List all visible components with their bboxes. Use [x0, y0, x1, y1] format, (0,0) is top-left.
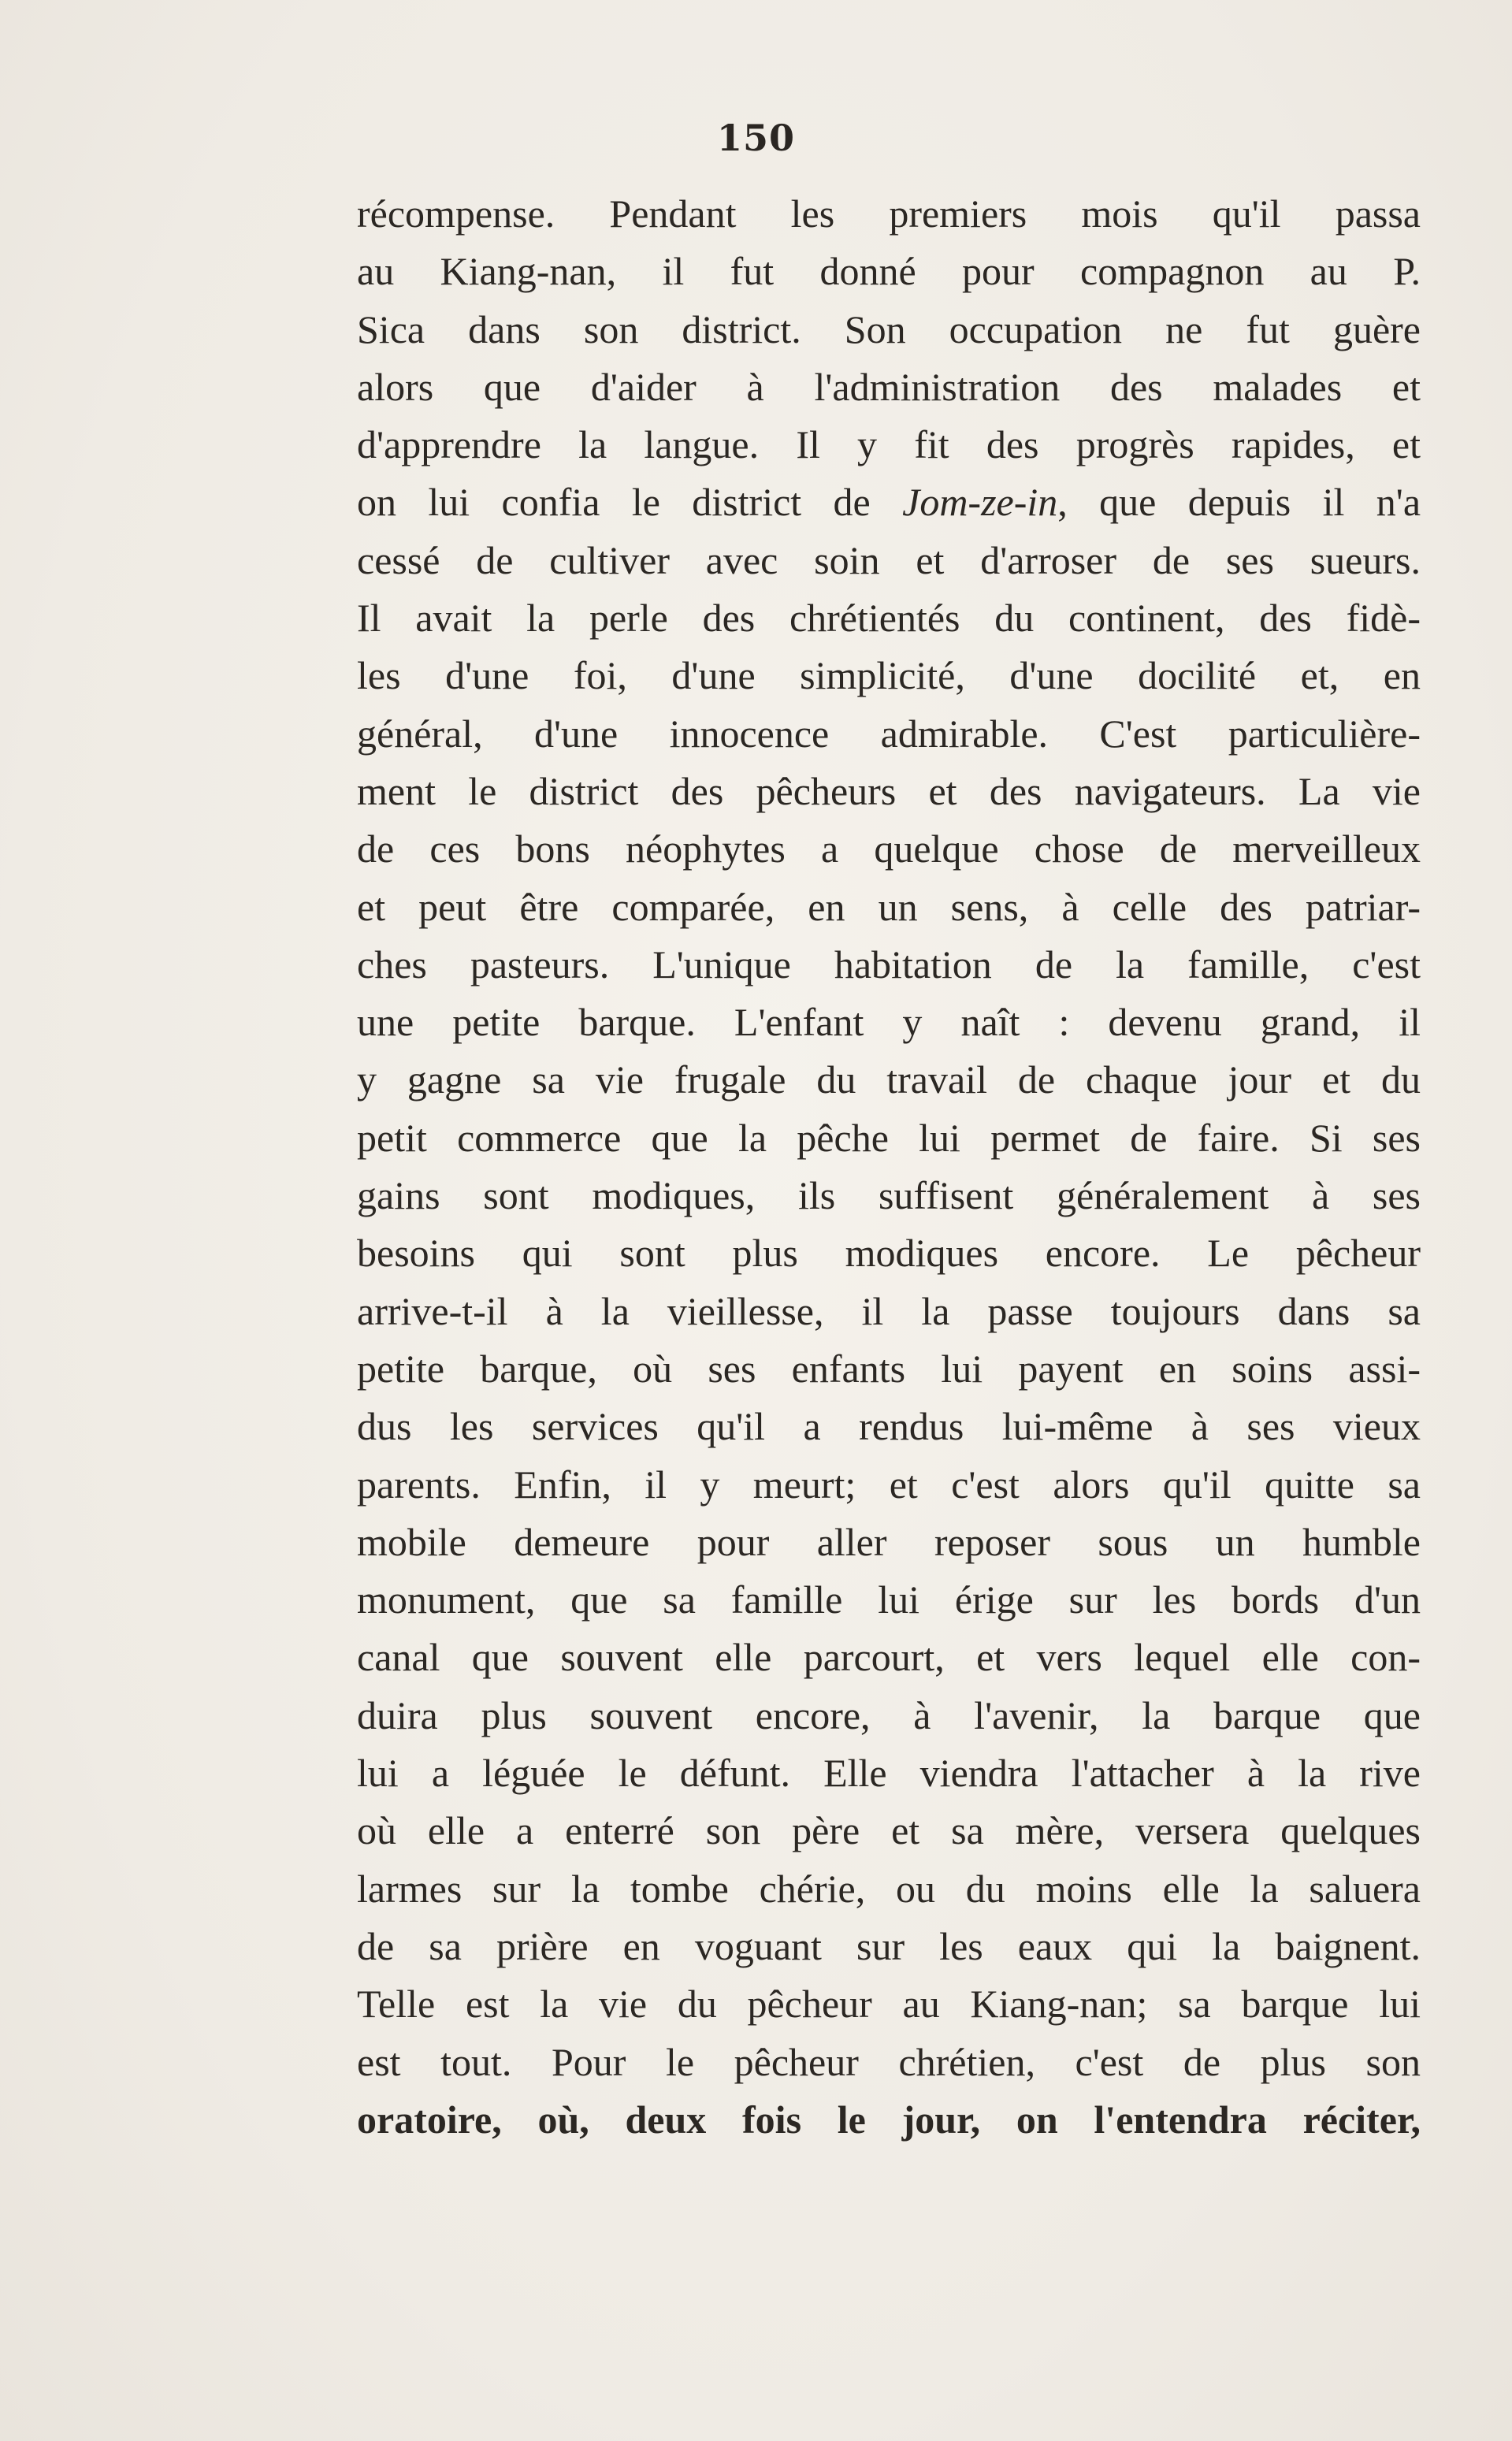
text-line: récompense. Pendant les premiers mois qu'il passa	[357, 191, 1421, 236]
text-line: oratoire, où, deux fois le jour, on l'entendra réciter,	[357, 2097, 1421, 2142]
text-line: ment le district des pêcheurs et des navigateurs. La vie	[357, 768, 1421, 813]
text-line-with-place-name	[357, 474, 1421, 531]
text-line: duira plus souvent encore, à l'avenir, la barque que	[357, 1692, 1421, 1737]
place-name: Jom-ze-in	[902, 480, 1058, 525]
text-line: au Kiang-nan, il fut donné pour compagnon au P.	[357, 249, 1421, 294]
text-line: une petite barque. L'enfant y naît : devenu grand, il	[357, 1000, 1421, 1045]
text-line: arrive-t-il à la vieillesse, il la passe toujours dans sa	[357, 1288, 1421, 1333]
text-line: y gagne sa vie frugale du travail de chaque jour et du	[357, 1057, 1421, 1102]
text-line: gains sont modiques, ils suffisent généralement à ses	[357, 1173, 1421, 1218]
text-line: petit commerce que la pêche lui permet de faire. Si ses	[357, 1115, 1421, 1160]
text-segment: on lui confia le district de	[357, 480, 903, 525]
text-line: dus les services qu'il a rendus lui-même à ses vieux	[357, 1404, 1421, 1449]
text-line: monument, que sa famille lui érige sur les bords d'un	[357, 1577, 1421, 1622]
text-line: d'apprendre la langue. Il y fit des progrès rapides, et	[357, 422, 1421, 467]
text-line: de sa prière en voguant sur les eaux qui la baignent.	[357, 1923, 1421, 1968]
text-line: Sica dans son district. Son occupation ne fut guère	[357, 307, 1421, 351]
text-segment: , que depuis il n'a	[1057, 480, 1421, 525]
text-line: larmes sur la tombe chérie, ou du moins elle la saluera	[357, 1866, 1421, 1911]
text-line: Telle est la vie du pêcheur au Kiang-nan; sa barque lui	[357, 1982, 1421, 2027]
text-line: ches pasteurs. L'unique habitation de la famille, c'est	[357, 942, 1421, 986]
text-line: les d'une foi, d'une simplicité, d'une docilité et, en	[357, 653, 1421, 698]
body-text	[357, 185, 1421, 2149]
text-line: petite barque, où ses enfants lui payent en soins assi-	[357, 1346, 1421, 1391]
text-line: de ces bons néophytes a quelque chose de merveilleux	[357, 827, 1421, 871]
text-line: Il avait la perle des chrétientés du continent, des fidè-	[357, 596, 1421, 641]
page-number: 150	[716, 117, 796, 159]
text-line: lui a léguée le défunt. Elle viendra l'attacher à la rive	[357, 1751, 1421, 1796]
text-line: parents. Enfin, il y meurt; et c'est alors qu'il quitte sa	[357, 1462, 1421, 1507]
text-line: alors que d'aider à l'administration des malades et	[357, 364, 1421, 409]
text-line: cessé de cultiver avec soin et d'arroser de ses sueurs.	[357, 537, 1421, 582]
text-line: et peut être comparée, en un sens, à celle des patriar-	[357, 884, 1421, 929]
text-line: besoins qui sont plus modiques encore. Le pêcheur	[357, 1231, 1421, 1276]
text-line: général, d'une innocence admirable. C'est particulière-	[357, 711, 1421, 756]
text-line: où elle a enterré son père et sa mère, versera quelques	[357, 1808, 1421, 1853]
text-line: canal que souvent elle parcourt, et vers lequel elle con-	[357, 1635, 1421, 1680]
text-line: est tout. Pour le pêcheur chrétien, c'est de plus son	[357, 2039, 1421, 2084]
text-line: mobile demeure pour aller reposer sous un humble	[357, 1519, 1421, 1564]
